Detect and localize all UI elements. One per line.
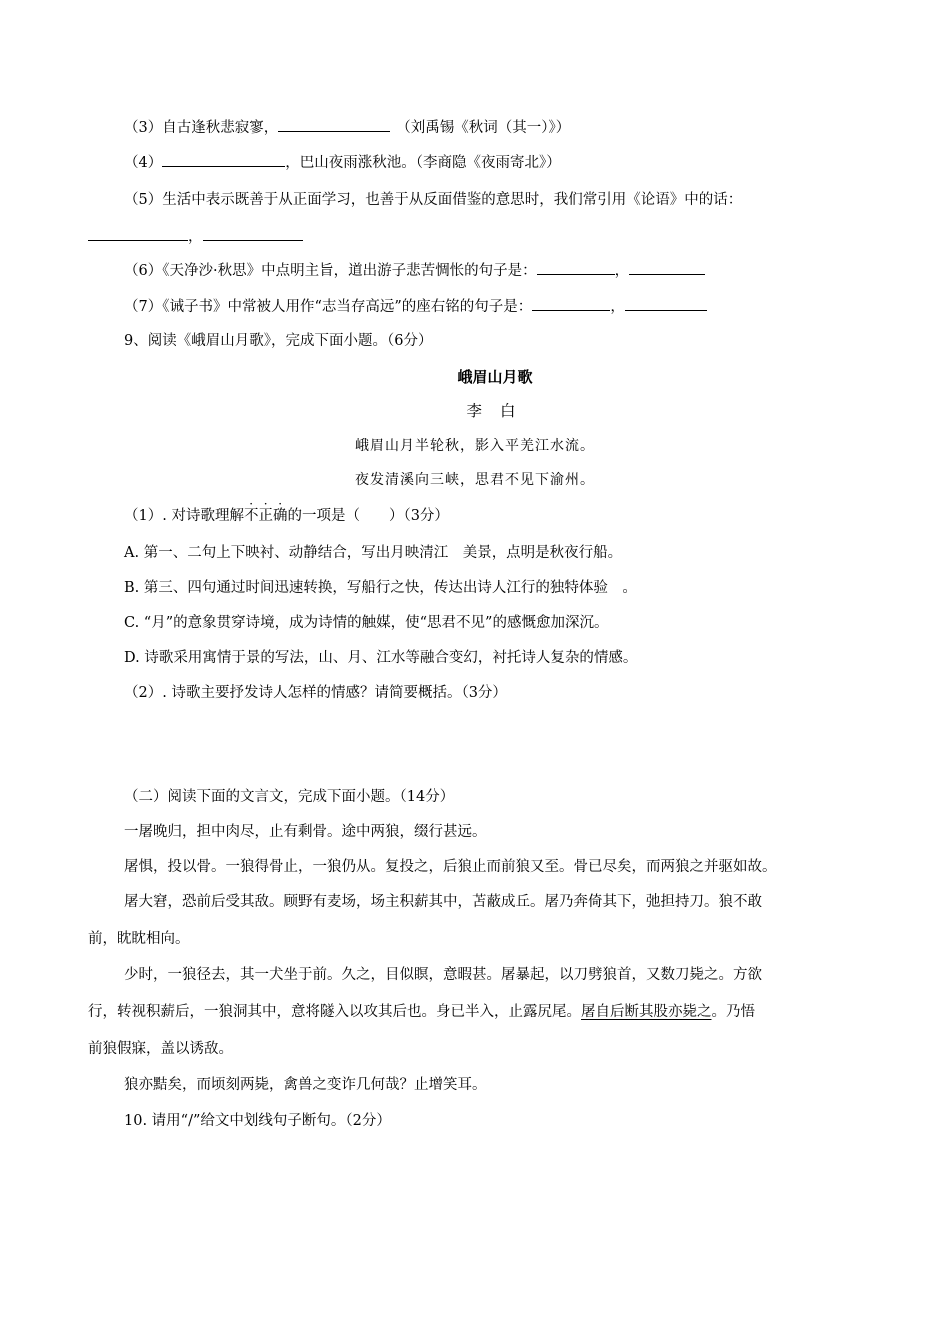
section-2-intro: （二）阅读下面的文言文，完成下面小题。（14分） bbox=[124, 789, 455, 805]
q8-item-5 bbox=[124, 189, 742, 211]
answer-blank[interactable] bbox=[278, 116, 390, 132]
passage-text: 行，转视积薪后，一狼洞其中，意将隧入以攻其后也。身已半入，止露尻尾。 bbox=[88, 1004, 581, 1020]
answer-blank[interactable] bbox=[629, 259, 705, 275]
q8-item-3 bbox=[124, 116, 570, 139]
emphasis-char: 确 · bbox=[272, 497, 288, 524]
poem-line-2: 夜发清溪向三峡，思君不见下渝州。 bbox=[355, 472, 595, 488]
answer-blank[interactable] bbox=[88, 225, 188, 241]
passage-paragraph-4b bbox=[88, 1001, 755, 1023]
passage-paragraph-4c: 前狼假寐，盖以诱敌。 bbox=[88, 1041, 233, 1057]
q9-sub-1-post: 的一项是（ ）（3分） bbox=[287, 508, 449, 524]
emphasis-char: 正 · bbox=[258, 497, 273, 524]
q9-option-c: C. “月”的意象贯穿诗境，成为诗情的触媒，使“思君不见”的感慨愈加深沉。 bbox=[124, 615, 609, 631]
q9-option-b: B. 第三、四句通过时间迅速转换，写船行之快，传达出诗人江行的独特体验 。 bbox=[124, 580, 637, 596]
passage-paragraph-1: 一屠晚归，担中肉尽，止有剩骨。途中两狼，缀行甚远。 bbox=[124, 824, 487, 840]
answer-blank[interactable] bbox=[203, 225, 303, 241]
answer-blank[interactable] bbox=[537, 259, 615, 275]
passage-paragraph-3b: 前，眈眈相向。 bbox=[88, 931, 190, 947]
q8-item-3-source: （刘禹锡《秋词（其一）》） bbox=[396, 120, 571, 136]
answer-separator: ， bbox=[610, 299, 625, 315]
q8-item-4-source: ，巴山夜雨涨秋池。（李商隐《夜雨寄北》） bbox=[285, 155, 561, 171]
poem-line-1: 峨眉山月半轮秋，影入平羌江水流。 bbox=[355, 438, 595, 454]
passage-paragraph-3a: 屠大窘，恐前后受其敌。顾野有麦场，场主积薪其中，苫蔽成丘。屠乃奔倚其下，弛担持刀。狼不敢 bbox=[124, 894, 762, 910]
q9-sub-1-pre: （1）. 对诗歌理解 bbox=[124, 508, 244, 524]
q8-item-5-text: （5）生活中表示既善于从正面学习，也善于从反面借鉴的意思时，我们常引用《论语》中的话： bbox=[124, 192, 743, 208]
passage-paragraph-5: 狼亦黠矣，而顷刻两毙，禽兽之变诈几何哉？止增笑耳。 bbox=[124, 1077, 487, 1093]
underlined-sentence: 屠自后断其股亦毙之 bbox=[581, 1004, 712, 1020]
q8-item-7 bbox=[124, 295, 707, 318]
q8-item-4-prefix: （4） bbox=[124, 155, 163, 171]
q8-item-6-text: （6）《天净沙·秋思》中点明主旨，道出游子悲苦惆怅的句子是： bbox=[124, 263, 537, 279]
q8-item-6 bbox=[124, 259, 705, 282]
poem-title: 峨眉山月歌 bbox=[457, 368, 533, 386]
q9-option-a: A. 第一、二句上下映衬、动静结合，写出月映清江 美景，点明是秋夜行船。 bbox=[124, 545, 623, 561]
passage-paragraph-4a: 少时，一狼径去，其一犬坐于前。久之，目似瞑，意暇甚。屠暴起，以刀劈狼首，又数刀毙之。方欲 bbox=[124, 967, 762, 983]
q8-item-4 bbox=[124, 151, 561, 174]
poem-author: 李白 bbox=[466, 402, 534, 420]
q8-item-5-answers bbox=[88, 225, 303, 248]
passage-paragraph-2: 屠惧，投以骨。一狼得骨止，一狼仍从。复投之，后狼止而前狼又至。骨已尽矣，而两狼之并驱如故。 bbox=[124, 859, 777, 875]
q9-option-d: D. 诗歌采用寓情于景的写法，山、月、江水等融合变幻，衬托诗人复杂的情感。 bbox=[124, 650, 638, 666]
passage-text: 。乃悟 bbox=[711, 1004, 755, 1020]
q8-item-7-text: （7）《诫子书》中常被人用作“志当存高远”的座右铭的句子是： bbox=[124, 299, 533, 315]
answer-blank[interactable] bbox=[625, 295, 707, 311]
q10-prompt: 10. 请用“/”给文中划线句子断句。（2分） bbox=[124, 1113, 391, 1129]
answer-blank[interactable] bbox=[532, 295, 610, 311]
q8-item-3-prefix: （3）自古逢秋悲寂寥， bbox=[124, 120, 279, 136]
answer-blank[interactable] bbox=[162, 151, 285, 167]
q9-intro: 9、阅读《峨眉山月歌》，完成下面小题。（6分） bbox=[124, 333, 433, 349]
emphasis-char: 不 · bbox=[243, 497, 259, 524]
answer-separator: ， bbox=[614, 263, 630, 279]
q9-sub-1 bbox=[124, 497, 449, 527]
answer-separator: ， bbox=[188, 229, 203, 245]
q9-sub-2: （2）. 诗歌主要抒发诗人怎样的情感？请简要概括。（3分） bbox=[124, 685, 507, 701]
